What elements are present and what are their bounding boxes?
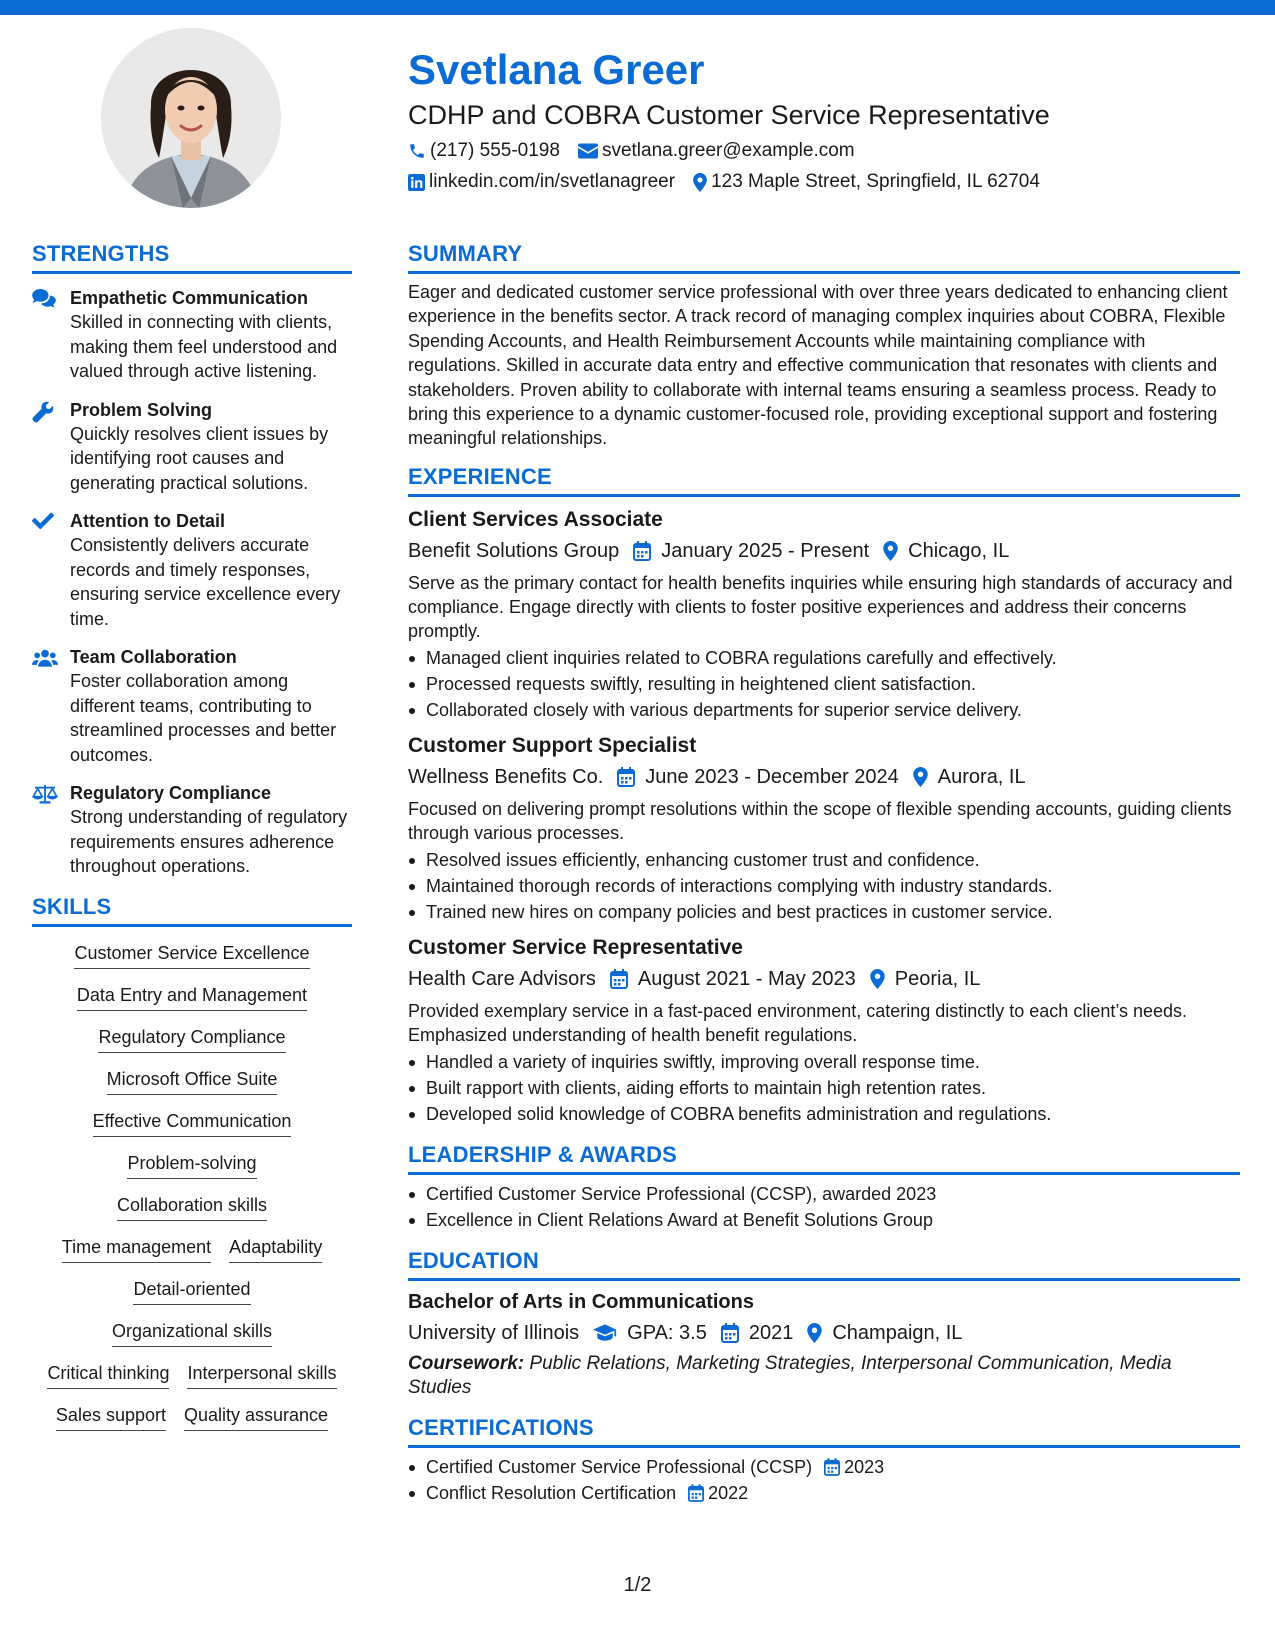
leadership-section xyxy=(408,1141,1240,1233)
left-column xyxy=(32,240,352,1445)
calendar-icon xyxy=(688,1484,704,1502)
certifications-heading: CERTIFICATIONS xyxy=(408,1414,1240,1448)
skill-tag: Time management xyxy=(62,1235,211,1263)
certification-year: 2022 xyxy=(708,1482,749,1503)
bullet-item: Certified Customer Service Professional (CCSP), awarded 2023 xyxy=(408,1181,1240,1207)
bullet-item: Resolved issues efficiently, enhancing customer trust and confidence. xyxy=(408,847,1240,873)
users-icon xyxy=(32,648,58,668)
job-description: Serve as the primary contact for health benefits inquiries while ensuring high standards of accuracy and compliance. Engage directly with clients to foster positive experiences and address their concerns promptly. xyxy=(408,572,1233,641)
certification-item xyxy=(408,1480,1240,1506)
skill-tag: Collaboration skills xyxy=(117,1193,267,1221)
phone-icon xyxy=(408,142,426,160)
job-dates: August 2021 - May 2023 xyxy=(637,967,856,990)
skill-row xyxy=(32,1193,352,1221)
skill-row xyxy=(32,1067,352,1095)
coursework-label: Coursework: xyxy=(408,1352,525,1374)
skill-row xyxy=(32,1277,352,1305)
summary-heading: SUMMARY xyxy=(408,240,1240,274)
skill-row xyxy=(32,1319,352,1347)
skill-tag: Sales support xyxy=(56,1403,166,1431)
certification-item xyxy=(408,1454,1240,1480)
bullet-item: Developed solid knowledge of COBRA benefits administration and regulations. xyxy=(408,1101,1240,1127)
graduation-year: 2021 xyxy=(748,1321,794,1344)
skill-tag: Customer Service Excellence xyxy=(74,941,309,969)
contact-row-1 xyxy=(408,139,1248,163)
job-location: Chicago, IL xyxy=(908,539,1010,562)
skill-tag: Data Entry and Management xyxy=(77,983,307,1011)
skill-row xyxy=(32,1235,352,1263)
envelope-icon xyxy=(578,143,598,159)
job-bullets xyxy=(408,847,1240,925)
map-pin-icon xyxy=(807,1323,822,1343)
summary-text: Eager and dedicated customer service professional with over three years dedicated to enhancing client experience in the benefits sector. A track record of managing complex inquiries about COBRA, Flexible Spending Accounts, and Health Reimbursement Accounts while maintaining compliance with regulations. Skilled in accurate data entry and effective communication that resonates with clients and stakeholders. Proven ability to collaborate with internal teams ensuring a seamless process. Ready to bring this experience to a dynamic customer-focused role, providing exceptional support and fostering meaningful relationships. xyxy=(408,282,1228,449)
skill-row xyxy=(32,1361,352,1389)
strengths-heading: STRENGTHS xyxy=(32,240,352,274)
skill-row xyxy=(32,941,352,969)
certification-year: 2023 xyxy=(844,1456,885,1477)
strength-item xyxy=(32,509,352,631)
candidate-name: Svetlana Greer xyxy=(408,46,705,93)
job-meta xyxy=(408,762,1240,792)
job-description: Focused on delivering prompt resolutions within the scope of flexible spending accounts, guiding clients through various processes. xyxy=(408,798,1232,843)
profile-photo xyxy=(101,28,281,208)
skill-row xyxy=(32,983,352,1011)
top-accent-bar xyxy=(0,0,1275,15)
bullet-item: Handled a variety of inquiries swiftly, improving overall response time. xyxy=(408,1049,1240,1075)
skill-tag: Critical thinking xyxy=(47,1361,169,1389)
address-contact xyxy=(693,170,1040,194)
company-name: Health Care Advisors xyxy=(408,967,596,990)
bullet-item: Managed client inquiries related to COBRA regulations carefully and effectively. xyxy=(408,645,1240,671)
comments-icon xyxy=(32,289,56,309)
skill-tag: Interpersonal skills xyxy=(187,1361,336,1389)
bullet-item: Excellence in Client Relations Award at Benefit Solutions Group xyxy=(408,1207,1240,1233)
company-name: Wellness Benefits Co. xyxy=(408,765,604,788)
strength-item xyxy=(32,645,352,767)
job-bullets xyxy=(408,645,1240,723)
scale-icon xyxy=(32,784,58,804)
job-dates: January 2025 - Present xyxy=(661,539,870,562)
page-number: 1/2 xyxy=(623,1574,652,1596)
phone-text: (217) 555-0198 xyxy=(430,140,560,161)
calendar-icon xyxy=(824,1458,840,1476)
strength-title: Attention to Detail xyxy=(70,511,225,531)
bullet-item: Maintained thorough records of interactions complying with industry standards. xyxy=(408,873,1240,899)
school-name: University of Illinois xyxy=(408,1321,580,1344)
graduation-cap-icon xyxy=(593,1324,617,1342)
certifications-section xyxy=(408,1414,1240,1506)
education-heading: EDUCATION xyxy=(408,1247,1240,1281)
email-contact[interactable] xyxy=(578,139,855,163)
calendar-icon xyxy=(610,969,628,989)
coursework-text: Public Relations, Marketing Strategies, Interpersonal Communication, Media Studies xyxy=(408,1352,1172,1398)
candidate-title: CDHP and COBRA Customer Service Representative xyxy=(408,100,1050,130)
job-title: Client Services Associate xyxy=(408,507,663,531)
job-dates: June 2023 - December 2024 xyxy=(645,765,899,788)
job-bullets xyxy=(408,1049,1240,1127)
linkedin-contact[interactable] xyxy=(408,170,675,194)
skill-row xyxy=(32,1151,352,1179)
email-text: svetlana.greer@example.com xyxy=(601,140,855,161)
skill-tag: Regulatory Compliance xyxy=(98,1025,285,1053)
resume-header xyxy=(408,42,1248,194)
map-pin-icon xyxy=(913,767,928,787)
job-title: Customer Service Representative xyxy=(408,935,743,959)
calendar-icon xyxy=(721,1323,739,1343)
education-location: Champaign, IL xyxy=(832,1321,963,1344)
right-column xyxy=(408,240,1240,1506)
phone-contact[interactable] xyxy=(408,139,560,163)
bullet-item: Collaborated closely with various departments for superior service delivery. xyxy=(408,697,1240,723)
calendar-icon xyxy=(633,541,651,561)
bullet-item: Trained new hires on company policies and best practices in customer service. xyxy=(408,899,1240,925)
map-pin-icon xyxy=(883,541,898,561)
strengths-list xyxy=(32,286,352,879)
strength-desc: Consistently delivers accurate records and timely responses, ensuring service excellence every time. xyxy=(70,535,341,629)
coursework xyxy=(408,1352,1240,1400)
skill-tag: Detail-oriented xyxy=(133,1277,250,1305)
skill-tag: Microsoft Office Suite xyxy=(107,1067,278,1095)
bullet-item: Built rapport with clients, aiding efforts to maintain high retention rates. xyxy=(408,1075,1240,1101)
linkedin-text: linkedin.com/in/svetlanagreer xyxy=(429,171,676,192)
skill-tag: Quality assurance xyxy=(184,1403,328,1431)
education-meta xyxy=(408,1318,1240,1348)
experience-entry xyxy=(408,731,1240,925)
strength-item xyxy=(32,781,352,879)
strength-desc: Skilled in connecting with clients, making them feel understood and valued through active listening. xyxy=(70,312,338,381)
bullet-item: Processed requests swiftly, resulting in heightened client satisfaction. xyxy=(408,671,1240,697)
skills-heading: SKILLS xyxy=(32,893,352,927)
strength-desc: Quickly resolves client issues by identifying root causes and generating practical solutions. xyxy=(70,423,329,493)
check-icon xyxy=(32,512,54,530)
leadership-list xyxy=(408,1181,1240,1233)
certifications-list xyxy=(408,1454,1240,1506)
job-meta xyxy=(408,964,1240,994)
portrait-illustration xyxy=(101,28,281,208)
job-location: Peoria, IL xyxy=(894,967,981,990)
map-pin-icon xyxy=(870,969,885,989)
experience-entry xyxy=(408,933,1240,1127)
linkedin-icon xyxy=(408,174,425,191)
certification-name: Certified Customer Service Professional (CCSP) xyxy=(426,1456,813,1477)
skill-tag: Adaptability xyxy=(229,1235,322,1263)
job-location: Aurora, IL xyxy=(937,765,1026,788)
strength-title: Regulatory Compliance xyxy=(70,783,272,803)
calendar-icon xyxy=(617,767,635,787)
map-pin-icon xyxy=(693,173,707,192)
certification-name: Conflict Resolution Certification xyxy=(426,1482,677,1503)
address-text: 123 Maple Street, Springfield, IL 62704 xyxy=(711,171,1040,192)
skill-row xyxy=(32,1109,352,1137)
contact-row-2 xyxy=(408,170,1248,194)
experience-heading: EXPERIENCE xyxy=(408,463,1240,497)
strength-desc: Strong understanding of regulatory requirements ensures adherence throughout operations. xyxy=(70,807,348,876)
skill-tag: Effective Communication xyxy=(93,1109,292,1137)
skill-row xyxy=(32,1025,352,1053)
skill-tag: Problem-solving xyxy=(127,1151,256,1179)
strength-title: Team Collaboration xyxy=(70,647,237,667)
experience-entry xyxy=(408,505,1240,723)
strength-desc: Foster collaboration among different teams, contributing to streamlined processes and better outcomes. xyxy=(70,671,337,765)
job-meta xyxy=(408,536,1240,566)
strength-title: Problem Solving xyxy=(70,399,213,420)
gpa-text: GPA: 3.5 xyxy=(627,1321,707,1344)
job-description: Provided exemplary service in a fast-paced environment, catering distinctly to each client’s needs. Emphasized understanding of health benefit regulations. xyxy=(408,1000,1188,1045)
wrench-icon xyxy=(32,401,54,423)
job-title: Customer Support Specialist xyxy=(408,733,697,757)
leadership-heading: LEADERSHIP & AWARDS xyxy=(408,1141,1240,1175)
strength-title: Empathetic Communication xyxy=(70,288,309,308)
skill-row xyxy=(32,1403,352,1431)
skill-tag: Organizational skills xyxy=(112,1319,272,1347)
skills-list xyxy=(32,941,352,1431)
strength-item xyxy=(32,286,352,384)
education-section xyxy=(408,1247,1240,1400)
strength-item xyxy=(32,398,352,496)
company-name: Benefit Solutions Group xyxy=(408,539,620,562)
degree-title: Bachelor of Arts in Communications xyxy=(408,1290,754,1313)
